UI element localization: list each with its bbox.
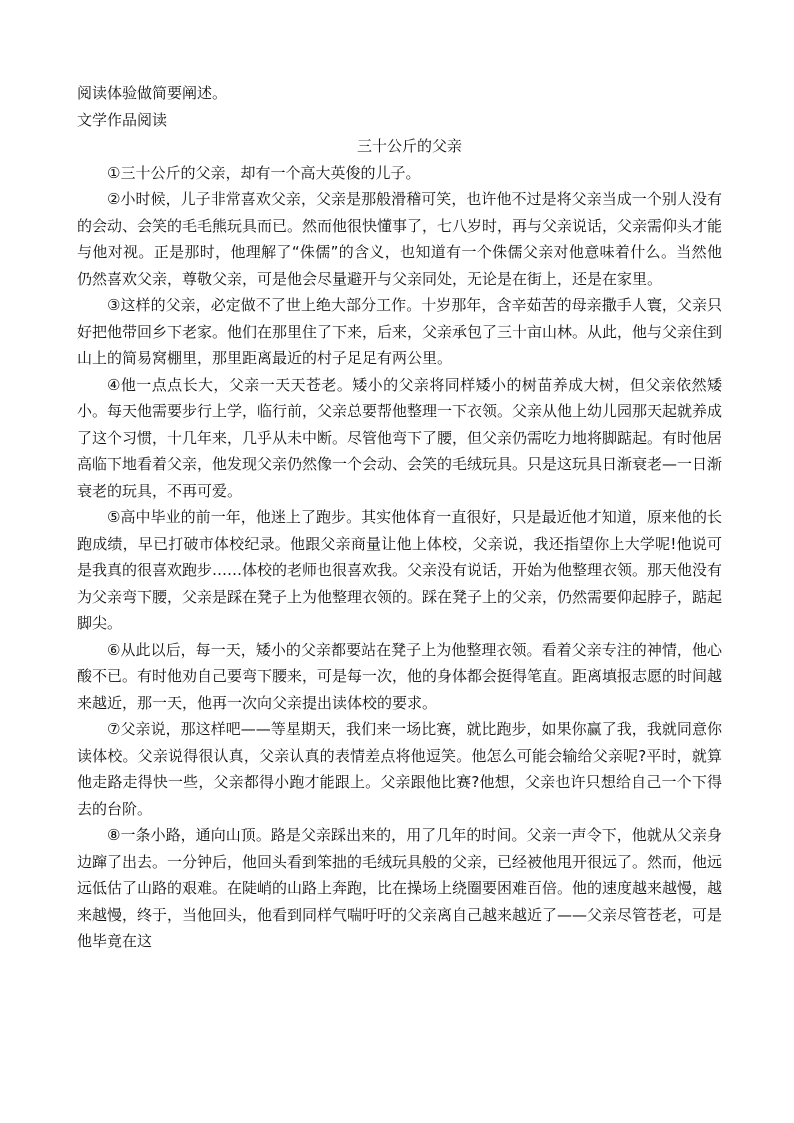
paragraph-3: ③这样的父亲，必定做不了世上绝大部分工作。十岁那年，含辛茹苦的母亲撒手人寰，父亲只好把他带回乡下老家。他们在那里住了下来，后来，父亲承包了三十亩山林。从此，他与父亲住到山上的简易窝棚里，那里距离最近的村子足足有两公里。 bbox=[77, 296, 723, 367]
paragraph-8: ⑧一条小路，通向山顶。路是父亲踩出来的，用了几年的时间。父亲一声令下，他就从父亲身边蹿了出去。一分钟后，他回头看到笨拙的毛绒玩具般的父亲，已经被他甩开很远了。然而，他远远低估了山路的艰难。在陡峭的山路上奔跑，比在操场上绕圈要困难百倍。他的速度越来越慢，越来越慢，终于，当他回头，他看到同样气喘吁吁的父亲离自己越来越近了——父亲尽管苍老，可是他毕竟在这 bbox=[77, 826, 723, 950]
paragraph-7: ⑦父亲说，那这样吧——等星期天，我们来一场比赛，就比跑步，如果你赢了我，我就同意你读体校。父亲说得很认真，父亲认真的表情差点将他逗笑。他怎么可能会输给父亲呢?平时，就算他走路走得快一些，父亲都得小跑才能跟上。父亲跟他比赛?他想，父亲也许只想给自己一个下得去的台阶。 bbox=[77, 720, 722, 818]
intro-line: 阅读体验做简要阐述。 bbox=[77, 84, 228, 102]
document-body bbox=[77, 80, 722, 955]
article-title: 三十公斤的父亲 bbox=[356, 137, 462, 155]
paragraph-2: ②小时候，儿子非常喜欢父亲，父亲是那般滑稽可笑，也许他不过是将父亲当成一个别人没有的会动、会笑的毛毛熊玩具而已。然而他很快懂事了，七八岁时，再与父亲说话，父亲需仰头才能与他对视。正是那时，他理解了“侏儒”的含义，也知道有一个侏儒父亲对他意味着什么。当然他仍然喜欢父亲，尊敬父亲，可是他会尽量避开与父亲同处，无论是在街上，还是在家里。 bbox=[77, 190, 723, 288]
section-label: 文学作品阅读 bbox=[77, 110, 168, 129]
paragraph-1: ①三十公斤的父亲，却有一个高大英俊的儿子。 bbox=[107, 163, 421, 182]
paragraph-4: ④他一点点长大，父亲一天天苍老。矮小的父亲将同样矮小的树苗养成大树，但父亲依然矮小。每天他需要步行上学，临行前，父亲总要帮他整理一下衣领。父亲从他上幼儿园那天起就养成了这个习惯，十几年来，几乎从未中断。尽管他弯下了腰，但父亲仍需吃力地将脚踮起。有时他居高临下地看着父亲，他发现父亲仍然像一个会动、会笑的毛绒玩具。只是这玩具日渐衰老—一日渐衰老的玩具，不再可爱。 bbox=[77, 375, 723, 500]
paragraph-6: ⑥从此以后，每一天，矮小的父亲都要站在凳子上为他整理衣领。看着父亲专注的神情，他心酸不已。有时他劝自己要弯下腰来，可是每一次，他的身体都会挺得笔直。距离填报志愿的时间越来越近，那一天，他再一次向父亲提出读体校的要求。 bbox=[77, 640, 723, 712]
paragraph-5: ⑤高中毕业的前一年，他迷上了跑步。其实他体育一直很好，只是最近他才知道，原来他的长跑成绩，早已打破市体校纪录。他跟父亲商量让他上体校，父亲说，我还指望你上大学呢!他说可是我真的很喜欢跑步……体校的老师也很喜欢我。父亲没有说话，开始为他整理衣领。那天他没有为父亲弯下腰，父亲是踩在凳子上为他整理衣领的。踩在凳子上的父亲，仍然需要仰起脖子，踮起脚尖。 bbox=[77, 508, 723, 632]
